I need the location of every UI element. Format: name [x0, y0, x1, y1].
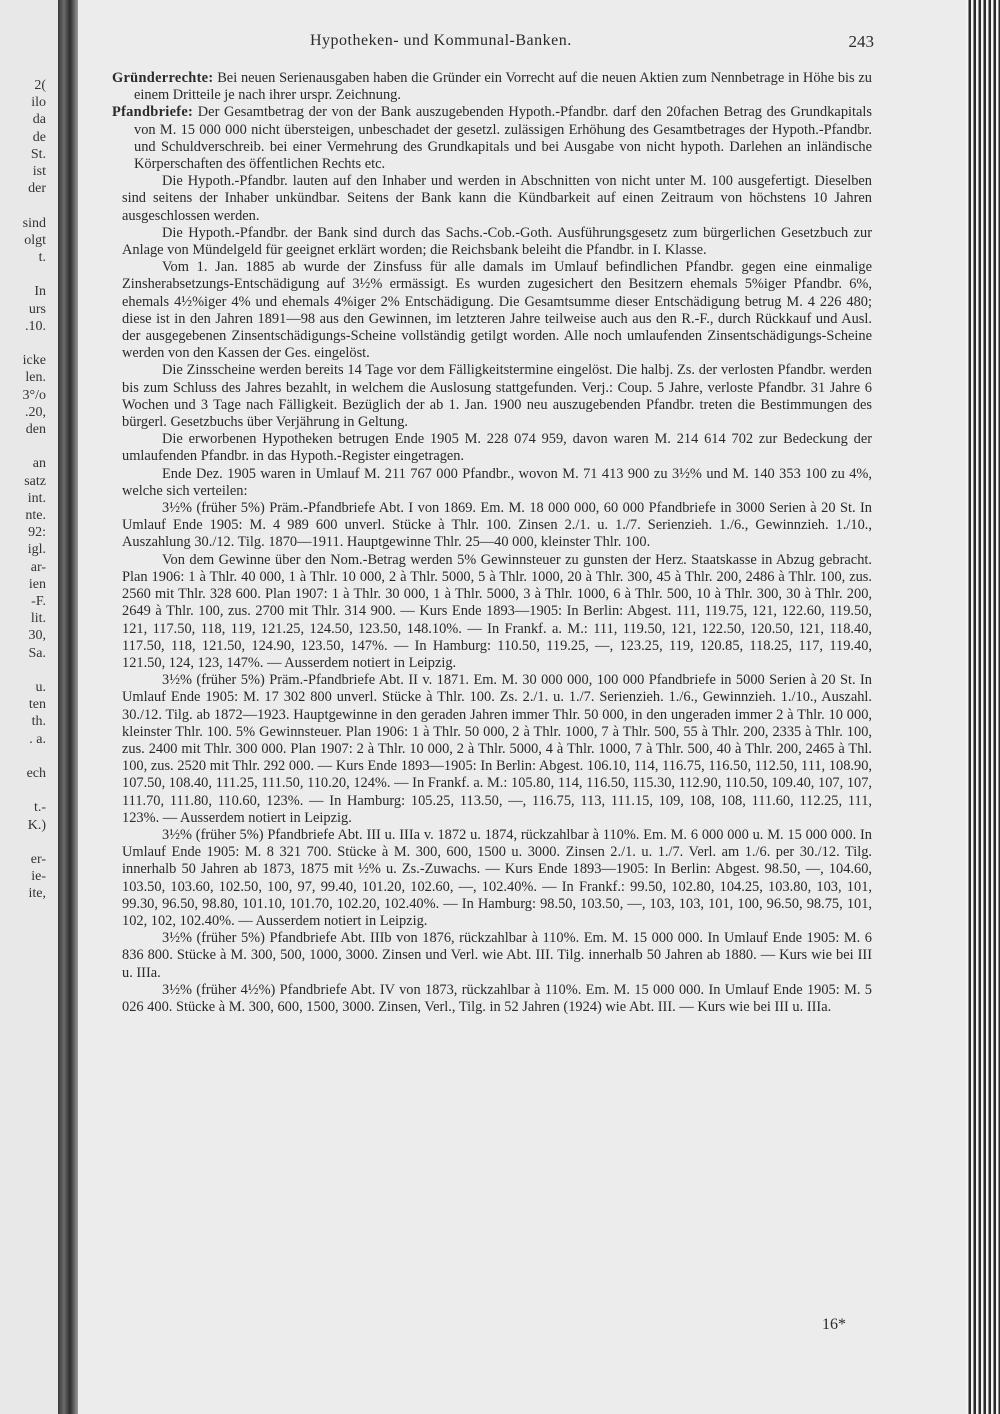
signature-mark: 16* [822, 1316, 846, 1333]
previous-page-fragment: t. [38, 250, 46, 265]
previous-page-fragment: St. [30, 146, 46, 162]
previous-page-fragment: .10. [25, 318, 46, 334]
page-stack-edge [966, 0, 1000, 1414]
previous-page-fragment: er- [30, 852, 46, 867]
paragraph-abt-iiib: 3½% (früher 5%) Pfandbriefe Abt. IIIb von 1876, rückzahlbar à 110%. Em. M. 15 000 000. In Umlauf Ende 1905: M. 6 836 800. Stücke à M. 300, 500, 1000, 3000. Zinsen und Verl. wie Abt. III. Tilg. innerhalb 50 Jahren ab 1880. — Kurs wie bei III u. IIIa. [122, 930, 872, 981]
previous-page-fragment: 92: [28, 525, 46, 541]
previous-page-fragment: .20, [25, 404, 46, 420]
paragraph-abt-i-plan: Von dem Gewinne über den Nom.-Betrag werden 5% Gewinnsteuer zu gunsten der Herz. Staatskasse in Abzug gebracht. Plan 1906: 1 à Thlr. 40 000, 1 à Thlr. 10 000, 2 à Thlr. 5000, 5 à Thlr. 1000, 20 à Thlr. 300, 45 à Thlr. 200, 2486 à Thlr. 100, zus. 2560 mit Thlr. 328 600. Plan 1907: 1 à Thlr. 30 000, 1 à Thlr. 5000, 3 à Thlr. 1000, 6 à Thlr. 500, 10 à Thlr. 300, 30 à Thlr. 200, 2649 à Thlr. 100, zus. 2700 mit Thlr. 314 900. — Kurs Ende 1893—1905: In Berlin: Abgest. 111, 119.75, 121, 122.60, 119.50, 121, 117.50, 118, 119, 121.25, 124.50, 123.50, 148.10%. — In Frankf. a. M.: 111, 119.50, 121, 122.50, 120.50, 121, 118.40, 117.50, 118, 121.50, 124.90, 123.50, 147%. — In Hamburg: 110.50, 119.25, —, 123.25, 119, 120.85, 118.25, 117, 119.40, 121.50, 124, 123, 147%. — Ausserdem notiert in Leipzig. [122, 551, 872, 671]
previous-page-fragment: len. [25, 370, 46, 386]
previous-page-fragment: 2( [34, 78, 46, 93]
previous-page-fragment: -F. [31, 594, 46, 609]
previous-page-fragment: nte. [25, 508, 46, 523]
previous-page-fragment: ar- [30, 559, 46, 575]
paragraph: Vom 1. Jan. 1885 ab wurde der Zinsfuss für alle damals im Umlauf befindlichen Pfandbr. gegen eine einmalige Zinsherabsetzungs-Entschädigung auf 3½% ermässigt. Es wurden zugesichert den Besitzern ehemals 5%iger Pfandbr. 6%, ehemals 4½%iger 4% und ehemals 4%iger 2% Entschädigung. Die Gesamtsumme dieser Entschädigung betrug M. 4 226 480; diese ist in den Jahren 1891—98 aus den Gewinnen, im letzteren Jahre teilweise auch aus den R.-F., durch Rückkauf und Ausl. der ausgegebenen Zinsentschädigungs-Scheine vollständig getilgt worden. Alle noch umlaufenden Zinsentschädigungs-Scheine werden von den Kassen der Ges. eingelöst. [122, 259, 872, 362]
paragraph: Die Hypoth.-Pfandbr. lauten auf den Inhaber und werden in Abschnitten von nicht unter M. 100 ausgefertigt. Dieselben sind seitens der Inhaber unkündbar. Seitens der Bank kann die Kündbarkeit auf einen Zeitraum von höchstens 10 Jahren ausgeschlossen werden. [122, 173, 872, 224]
previous-page-fragment: igl. [27, 542, 46, 558]
previous-page-fragment: da [32, 112, 46, 128]
previous-page-fragment: sind [22, 215, 46, 231]
previous-page-fragment: ite, [28, 886, 46, 902]
previous-page-fragment: icke [22, 353, 46, 369]
previous-page-fragment: satz [24, 473, 46, 489]
paragraph-lead: Gründerrechte: [112, 70, 214, 86]
paragraph-lead: Pfandbriefe: [112, 104, 194, 121]
previous-page-fragment: Sa. [28, 645, 46, 661]
previous-page-fragment: In [34, 284, 46, 300]
paragraph: Die erworbenen Hypotheken betrugen Ende 1905 M. 228 074 959, davon waren M. 214 614 702 zur Bedeckung der umlaufenden Pfandbr. in das Hypoth.-Register eingetragen. [122, 431, 872, 465]
running-head-title: Hypotheken- und Kommunal-Banken. [310, 32, 572, 49]
previous-page-fragment: urs [28, 301, 46, 317]
previous-page-fragment: ten [28, 697, 46, 713]
paragraph: Ende Dez. 1905 waren in Umlauf M. 211 767 000 Pfandbr., wovon M. 71 413 900 zu 3½% und M. 140 353 100 zu 4%, welche sich verteilen: [122, 465, 872, 499]
previous-page-fragment: . a. [29, 731, 46, 747]
previous-page-fragment: olgt [24, 232, 46, 248]
paragraph-abt-i: 3½% (früher 5%) Präm.-Pfandbriefe Abt. I von 1869. Em. M. 18 000 000, 60 000 Pfandbriefe in 3000 Serien à 20 St. In Umlauf Ende 1905: M. 4 989 600 unverl. Stücke à Thlr. 100. Zinsen 2./1. u. 1./7. Serienzieh. 1./6., Gewinnzieh. 1./10., Auszahlung 30./12. Tilg. 1870—1911. Hauptgewinne Thlr. 25—40 000, kleinster Thlr. 100. [122, 500, 872, 551]
paragraph: Die Hypoth.-Pfandbr. der Bank sind durch das Sachs.-Cob.-Goth. Ausführungsgesetz zum bürgerlichen Gesetzbuch zur Anlage von Mündelgeld für geeignet erklärt worden; die Reichsbank beleiht die Pfandbr. in I. Klasse. [122, 224, 872, 259]
previous-page-fragment: ech [26, 766, 46, 781]
previous-page-fragment: K.) [27, 817, 46, 833]
previous-page-fragment: den [25, 422, 46, 437]
previous-page-fragment: t.- [33, 800, 46, 816]
paragraph-abt-ii: 3½% (früher 5%) Präm.-Pfandbriefe Abt. II v. 1871. Em. M. 30 000 000, 100 000 Pfandbriefe in 5000 Serien à 20 St. In Umlauf Ende 1905: M. 17 302 800 unverl. Stücke à Thlr. 100. Zs. 2./1. u. 1./7. Serienzieh. 1./6., Gewinnzieh. 1./10., Auszahl. 30./12. Tilg. ab 1872—1923. Hauptgewinne in den geraden Jahren immer Thlr. 50 000, in den ungeraden immer 2 à Thlr. 10 000, kleinster Thlr. 100. 5% Gewinnsteuer. Plan 1906: 1 à Thlr. 50 000, 2 à Thlr. 1000, 7 à Thlr. 500, 55 à Thlr. 200, 2335 à Thlr. 100, zus. 2400 mit Thlr. 300 000. Plan 1907: 2 à Thlr. 10 000, 2 à Thlr. 5000, 4 à Thlr. 1000, 7 à Thlr. 500, 40 à Thlr. 200, 2465 à Thl. 100, zus. 2520 mit Thlr. 292 000. — Kurs Ende 1893—1905: In Berlin: Abgest. 106.10, 114, 116.75, 116.50, 112.50, 111, 108.90, 107.50, 108.40, 111.25, 111.50, 110.20, 124%. — In Frankf. a. M.: 105.80, 114, 116.50, 115.30, 112.90, 110.50, 109.40, 107, 107, 111.70, 111.80, 110.60, 123%. — In Hamburg: 105.25, 113.50, —, 116.75, 113, 111.15, 109, 108, 108, 111.60, 112.25, 111, 123%. — Ausserdem notiert in Leipzig. [122, 672, 872, 826]
paragraph-abt-iv: 3½% (früher 4½%) Pfandbriefe Abt. IV von 1873, rückzahlbar à 110%. Em. M. 15 000 000. In Umlauf Ende 1905: M. 5 026 400. Stücke à M. 300, 600, 1500, 3000. Zinsen, Verl., Tilg. in 52 Jahren (1924) wie Abt. III. — Kurs wie bei III u. IIIa. [122, 981, 872, 1015]
previous-page-fragment: 30, [28, 628, 46, 644]
previous-page-fragment: int. [27, 490, 46, 506]
paragraph: Die Zinsscheine werden bereits 14 Tage vor dem Fälligkeitstermine eingelöst. Die halbj. Zs. der verlosten Pfandbr. werden bis zum Schluss des Jahres bezahlt, in welchem die Auslosung stattgefunden. Verj.: Coup. 5 Jahre, verloste Pfandbr. 31 Jahre 6 Wochen und 3 Tage nach Fälligkeit. Bezüglich der ab 1. Jan. 1900 neu auszugebenden Pfandbr. treten die Bestimmungen des bürgerl. Gesetzbuchs über Verjährung in Geltung. [122, 362, 872, 431]
running-head [78, 32, 966, 56]
paragraph-pfandbriefe [112, 104, 872, 173]
previous-page-edge [0, 0, 58, 1414]
previous-page-fragment: u. [35, 680, 46, 695]
previous-page-fragment: ilo [31, 95, 46, 111]
previous-page-fragment: th. [31, 714, 46, 730]
paragraph-text: Bei neuen Serienausgaben haben die Gründer ein Vorrecht auf die neuen Aktien zum Nennbetrage in Höhe bis zu einem Dritteile je nach ihrer urspr. Zeichnung. [134, 70, 872, 104]
previous-page-fragment: 3°/o [22, 387, 46, 403]
previous-page-fragment: der [28, 181, 46, 197]
book-gutter [58, 0, 78, 1414]
paragraph-abt-iii: 3½% (früher 5%) Pfandbriefe Abt. III u. IIIa v. 1872 u. 1874, rückzahlbar à 110%. Em. M. 6 000 000 u. M. 15 000 000. In Umlauf Ende 1905: M. 8 321 700. Stücke à M. 300, 600, 1500 u. 3000. Zinsen 2./1. u. 1./7. Verl. am 1./6. per 30./12. Tilg. innerhalb 50 Jahren ab 1873, 1875 mit ½% u. Zs.-Zuwachs. — Kurs Ende 1893—1905: In Berlin: Abgest. 98.50, —, 104.60, 103.50, 103.60, 102.50, 100, 97, 99.40, 101.20, 102.60, —, 102.40%. — In Frankf.: 99.50, 102.80, 104.25, 103.80, 103, 101, 99.30, 96.50, 98.80, 101.10, 101.70, 102.20, 102.40%. — In Hamburg: 98.50, 103.50, —, 103, 103, 101, 100, 96.50, 98.75, 101, 102, 102, 102.40%. — Ausserdem notiert in Leipzig. [122, 826, 872, 929]
text-body [112, 70, 872, 1016]
paragraph-gruenderrechte [112, 70, 872, 104]
previous-page-fragment: ist [32, 164, 46, 179]
page-number: 243 [848, 32, 874, 51]
previous-page-fragment: ie- [31, 869, 46, 885]
previous-page-fragment: ien [28, 576, 46, 592]
book-page [78, 0, 966, 1414]
paragraph-text: Der Gesamtbetrag der von der Bank auszugebenden Hypoth.-Pfandbr. darf den 20fachen Betrag des Grundkapitals von M. 15 000 000 nicht übersteigen, unbeschadet der gesetzl. zulässigen Erhöhung des Gesamtbetrages der Hypoth.-Pfandbr. und Schuldverschreib. bei einer Vermehrung des Grundkapitals und bei Ausgabe von nicht hypoth. Darlehen an inländische Körperschaften des öffentlichen Rechts etc. [134, 104, 872, 173]
previous-page-fragment: lit. [30, 611, 46, 627]
previous-page-fragment: de [32, 129, 46, 145]
previous-page-fragment: an [32, 456, 46, 472]
